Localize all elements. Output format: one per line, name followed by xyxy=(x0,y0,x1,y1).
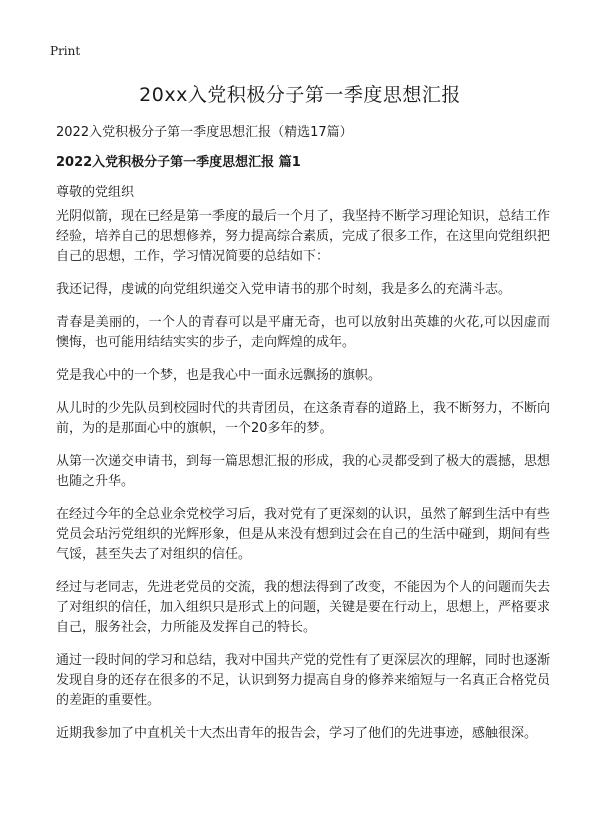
document-title: 20xx入党积极分子第一季度思想汇报 xyxy=(139,84,461,106)
paragraph: 近期我参加了中直机关十大杰出青年的报告会，学习了他们的先进事迹，感触很深。 xyxy=(56,726,538,741)
paragraph: 在经过今年的全总业余党校学习后，我对党有了更深刻的认识，虽然了解到生活中有些党员会玷污党组织的光辉形象，但是从来没有想到过会在自己的生活中碰到，期间有些气馁，甚至失去了对组织的信任。 xyxy=(56,507,551,562)
paragraph: 青春是美丽的，一个人的青春可以是平庸无奇，也可以放射出英雄的火花,可以因虚而懊悔，也可能用结结实实的步子，走向辉煌的成年。 xyxy=(56,315,550,350)
body-text xyxy=(56,207,550,757)
paragraph: 党是我心中的一个梦，也是我心中一面永远飘扬的旗帜。 xyxy=(56,368,382,383)
print-label[interactable]: Print xyxy=(50,44,81,58)
paragraph: 从儿时的少先队员到校园时代的共青团员，在这条青春的道路上，我不断努力，不断向前，为的是那面心中的旗帜，一个20多年的梦。 xyxy=(56,401,551,436)
paragraph: 光阴似箭，现在已经是第一季度的最后一个月了，我坚持不断学习理论知识，总结工作经验，培养自己的思想修养，努力提高综合素质，完成了很多工作，在这里向党组织把自己的思想，工作，学习情况简要的总结如下： xyxy=(56,209,551,264)
paragraph: 通过一段时间的学习和总结，我对中国共产党的党性有了更深层次的理解，同时也逐渐发现自身的还存在很多的不足，认识到努力提高自身的修养来缩短与一名真正合格党员的差距的重要性。 xyxy=(56,653,551,708)
section-heading: 2022入党积极分子第一季度思想汇报 篇1 xyxy=(56,155,301,170)
document-subtitle: 2022入党积极分子第一季度思想汇报（精选17篇） xyxy=(56,125,353,140)
paragraph: 我还记得，虔诚的向党组织递交入党申请书的那个时刻，我是多么的充满斗志。 xyxy=(56,282,512,297)
salutation: 尊敬的党组织 xyxy=(56,185,135,200)
paragraph: 从第一次递交申请书，到每一篇思想汇报的形成，我的心灵都受到了极大的震撼，思想也随之升华。 xyxy=(56,454,551,489)
paragraph: 经过与老同志，先进老党员的交流，我的想法得到了改变，不能因为个人的问题而失去了对组织的信任，加入组织只是形式上的问题，关键是要在行动上，思想上，严格要求自己，服务社会，力所能及发挥自己的特长。 xyxy=(56,580,551,635)
